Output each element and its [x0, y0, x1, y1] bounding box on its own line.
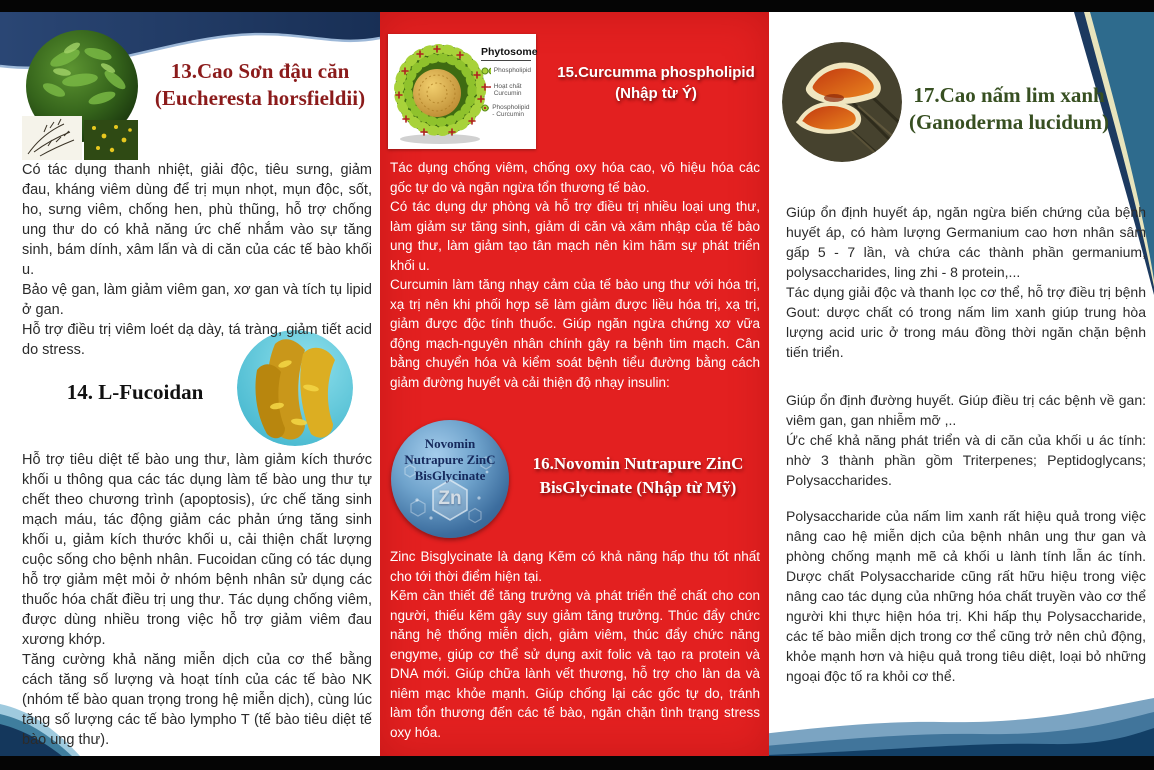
paragraph: Tác dụng giải độc và thanh lọc cơ thể, hỗ trợ điều trị bệnh Gout: dược chất có trong nấm lim xanh giúp trung hòa lượng acid uric ở trong máu đồng thời ngăn chặn bệnh tiến triển.: [786, 284, 1146, 360]
legend-item-label: Hoạt chất Curcumin: [493, 83, 522, 97]
top-black-bar: [0, 0, 1154, 12]
paragraph: Giúp ổn định đường huyết. Giúp điều trị các bệnh về gan: viêm gan, gan nhiễm mỡ ,..: [786, 392, 1146, 428]
legend-item-curcumin: [481, 83, 531, 97]
ganoderma-mushroom-photo: [782, 42, 902, 162]
section-15-title-line2: (Nhập từ Ý): [615, 85, 697, 102]
section-17-title-line2: (Ganoderma lucidum): [908, 110, 1110, 134]
legend-item-label: Phospholipid - Curcumin: [492, 104, 530, 118]
phytosome-diagram-card: [388, 34, 536, 149]
phytosome-sphere-illustration: [390, 38, 490, 146]
phospholipid-icon: [481, 67, 491, 76]
son-dau-can-plant-photo: [20, 28, 140, 160]
novomin-badge-text: [391, 436, 509, 484]
paragraph: Có tác dụng thanh nhiệt, giải độc, tiêu sưng, giảm đau, kháng viêm dùng để trị mụn nhọt, mụn độc, sốt, ho, sưng viêm, chống hen, phù thũng, hỗ trợ chống ung thư do có khả năng ức chế nhắm vào sự tăng sinh, bám dính, xâm lấn và di căn của các tế bào khối u.: [22, 162, 372, 278]
bottom-black-bar: [0, 756, 1154, 770]
section-13-title: [140, 58, 380, 112]
paragraph: Hỗ trợ điều trị viêm loét dạ dày, tá tràng, giảm tiết acid do stress.: [22, 322, 372, 358]
paragraph: Curcumin làm tăng nhạy cảm của tế bào ung thư với hóa trị, xạ trị nên khi phối hợp sẽ làm giảm được liều hóa trị, xạ trị, giảm được độc tính thuốc. Giúp ngăn ngừa chứng xơ vữa động mạch-nguyên nhân chính gây ra bệnh tim mạch. Cân bằng chuyển hóa và kiểm soát bệnh tiểu đường bằng cách giảm đường huyết và cải thiện độ nhạy insulin:: [390, 277, 760, 390]
phospholipid-curcumin-icon: [481, 104, 489, 113]
badge-line: BisGlycinate: [414, 468, 486, 483]
zn-symbol: Zn: [438, 488, 462, 509]
phytosome-legend: [481, 46, 538, 125]
section-13-title-line1: 13.Cao Sơn đậu căn: [170, 59, 350, 83]
badge-line: Nutrapure ZinC: [404, 452, 496, 467]
section-16-title: 16.Novomin Nutrapure ZinC BisGlycinate (Nhập từ Mỹ): [532, 454, 744, 497]
paragraph: Tăng cường khả năng miễn dịch của cơ thể bằng cách tăng số lượng và hoạt tính của các tế bào NK (nhóm tế bào quan trọng trong hệ miễn dịch), cùng lúc tăng số lượng các tế bào lympho T (tế bào tiêu diệt tế bào ung thư).: [22, 652, 372, 748]
section-17-body: [786, 202, 1146, 686]
paragraph: Ức chế khả năng phát triển và di căn của khối u ác tính: nhờ 3 thành phần gồm Triterpenes; Peptidoglycans; Polysaccharides.: [786, 432, 1146, 488]
phytosome-legend-title: Phytosome: [481, 46, 531, 61]
novomin-zinc-badge: [391, 420, 509, 538]
section-15-body: [390, 158, 760, 392]
section-13-body: [22, 160, 372, 360]
section-15-title: [548, 62, 764, 104]
section-16-body: [390, 547, 760, 742]
section-14-body: [22, 450, 372, 750]
badge-line: Novomin: [424, 436, 476, 451]
section-13-title-line2: (Eucheresta horsfieldii): [154, 86, 366, 110]
paragraph: Polysaccharide của nấm lim xanh rất hiệu quả trong việc nâng cao hệ miễn dịch của bệnh nhân ung thư gan và phòng chống mạnh mẽ cả khối u lành tính lẫn ác tính. Dược chất Polysaccharide cũng rất hữu hiệu trong việc nâng cao tác dụng của những hóa chất truyền vào cơ thể người khi thực hiện hóa trị. Khi hấp thụ Polysaccharide, các tế bào miễn dịch trong cơ thể cũng trở nên chủ động, khỏe mạnh hơn và hiệu quả trong tiêu diệt, loại bỏ những ngoại độc tố ra khỏi cơ thể.: [786, 508, 1146, 684]
legend-item-phospholipid-curcumin: [481, 104, 531, 118]
section-17-title-line1: 17.Cao nấm lim xanh: [913, 83, 1105, 107]
paragraph: Zinc Bisglycinate là dạng Kẽm có khả năng hấp thu tốt nhất cho tới thời điểm hiện tại.: [390, 549, 760, 584]
section-14-title: 14. L-Fucoidan: [66, 380, 204, 404]
paragraph: Có tác dụng dự phòng và hỗ trợ điều trị nhiều loại ung thư, làm giảm sự tăng sinh, giảm di căn và xâm nhập của tế bào ung thư, làm giảm tạo tân mạch nên kìm hãm sự phát triển khối u.: [390, 199, 760, 273]
legend-item-label: Phospholipid: [493, 67, 531, 74]
section-17-title: [900, 82, 1118, 136]
paragraph: Giúp ổn định huyết áp, ngăn ngừa biến chứng của bệnh huyết áp, có hàm lượng Germanium cao hơn nhân sâm gấp 5 - 7 lần, và chứa các thành phần germanium, polysaccharides, ling zhi - 8 protein,...: [786, 204, 1146, 280]
paragraph: Kẽm cần thiết để tăng trưởng và phát triển thể chất cho con người, thiếu kẽm gây suy giảm tăng trưởng. Thúc đẩy chức năng hệ thống miễn dịch, giảm viêm, thúc đẩy chức năng engyme, giúp cơ thể sử dụng axit folic và tạo ra protein và DNA mới. Giúp chữa lành vết thương, hỗ trợ cho làn da và niêm mạc khỏe mạnh. Giúp chống lại các gốc tự do, tránh làm tổn thương đến các tế bào, ngăn chặn tình trạng stress oxy hóa.: [390, 588, 760, 740]
paragraph: Bảo vệ gan, làm giảm viêm gan, xơ gan và tích tụ lipid ở gan.: [22, 282, 372, 318]
paragraph: Tác dụng chống viêm, chống oxy hóa cao, vô hiệu hóa các gốc tự do và ngăn ngừa tổn thương tế bào.: [390, 160, 760, 195]
section-15-title-line1: 15.Curcumma phospholipid: [557, 64, 755, 81]
paragraph: Hỗ trợ tiêu diệt tế bào ung thư, làm giảm kích thước khối u thông qua các tác dụng làm tế bào ung thư tự chết theo chương trình (apoptosis), ức chế tăng sinh mạch máu, tác động giảm các phản ứng tăng sinh khối u, giảm kích thước khối u, cải thiện chất lượng cuộc sống cho bệnh nhân. Fucoidan cũng có tác dụng hỗ trợ giảm mệt mỏi ở nhóm bệnh nhân sử dụng các thuốc hóa chất điều trị ung thư. Tác dụng chống viêm, được dùng nhiều trong việc hỗ trợ giảm viêm đau xương khớp.: [22, 452, 372, 648]
curcumin-icon: [481, 83, 491, 92]
legend-item-phospholipid: [481, 67, 531, 76]
